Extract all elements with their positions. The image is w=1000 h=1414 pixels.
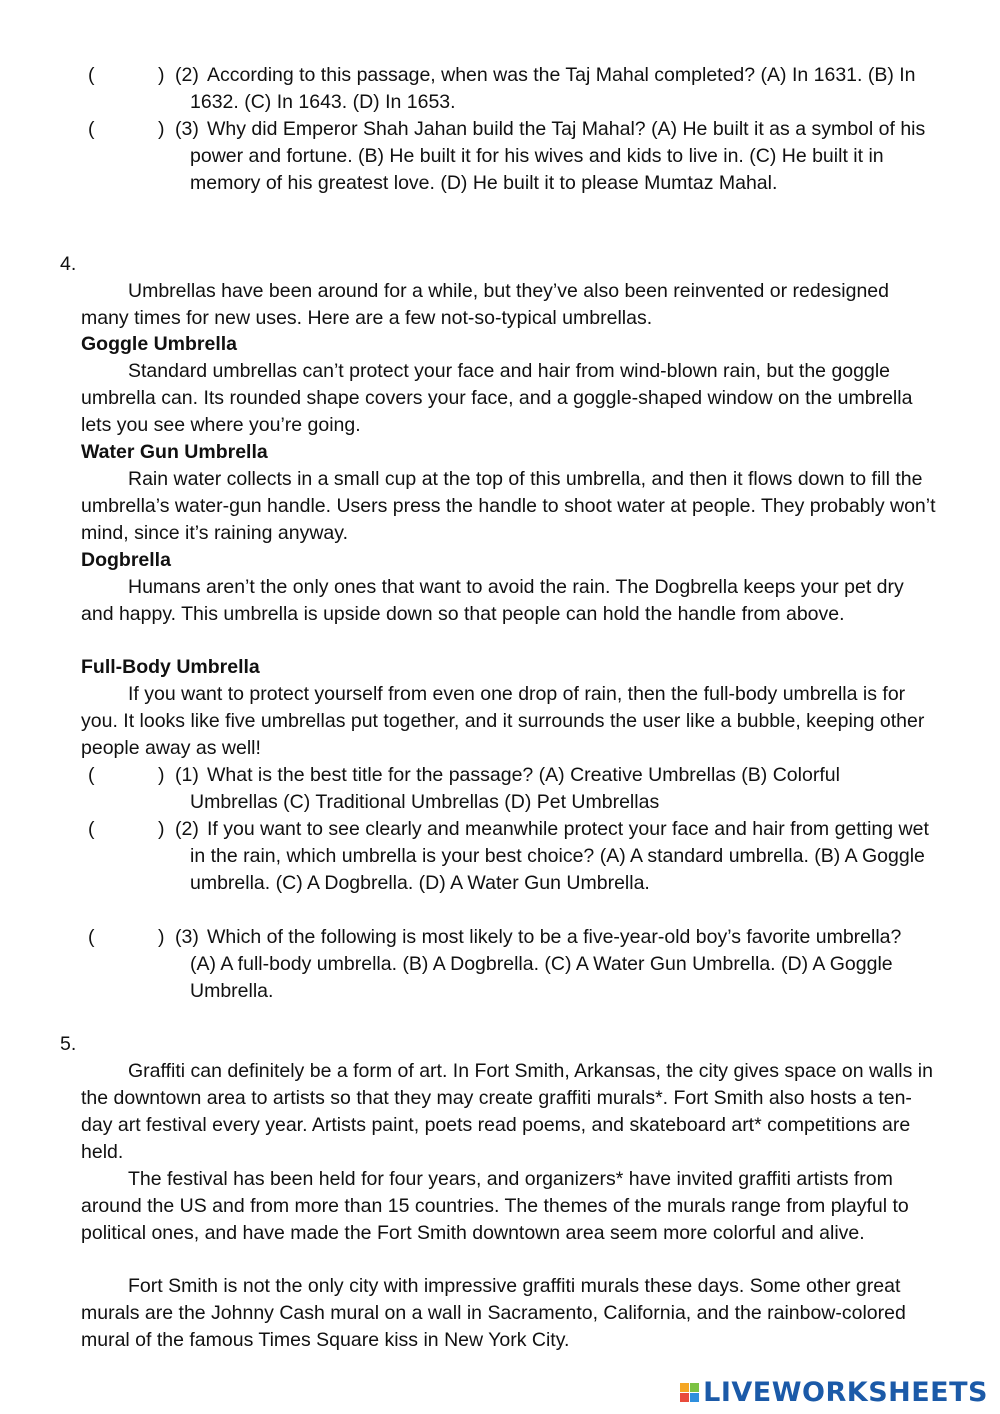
answer-box[interactable] (104, 762, 166, 788)
umbrella-description: Rain water collects in a small cup at the top of this umbrella, and then it flows down to fill the umbrella’s water-gun handle. Users press the handle to shoot water at people. They probably won’t mind, since it’s raining anyway. (81, 468, 936, 544)
passage-paragraph: Fort Smith is not the only city with impressive graffiti murals these days. Some other great murals are the Johnny Cash mural on a wall in Sacramento, California, and the rainbow-colored mural of the famous Times Square kiss in New York City. (81, 1275, 906, 1351)
question-number: (3) (175, 926, 199, 948)
answer-box[interactable] (104, 116, 166, 142)
question-body: According to this passage, when was the Taj Mahal completed? (A) In 1631. (B) In 1632. (C) In 1643. (D) In 1653. (190, 64, 916, 113)
question-text (175, 62, 930, 116)
answer-paren-close: ) (158, 926, 165, 948)
section-number: 4. (60, 253, 77, 275)
answer-paren-close: ) (158, 764, 165, 786)
question-body: If you want to see clearly and meanwhile protect your face and hair from getting wet in the rain, which umbrella is your best choice? (A) A standard umbrella. (B) A Goggle umbrella. (C) A Dogbrella. (D) A Water Gun Umbrella. (190, 818, 929, 894)
question-text (175, 762, 930, 816)
umbrella-heading: Goggle Umbrella (81, 333, 238, 355)
answer-paren-open: ( (88, 118, 95, 140)
question-number: (2) (175, 64, 199, 86)
answer-paren-open: ( (88, 926, 95, 948)
umbrella-heading: Dogbrella (81, 549, 171, 571)
answer-paren-close: ) (158, 118, 165, 140)
answer-paren-close: ) (158, 818, 165, 840)
umbrella-heading: Water Gun Umbrella (81, 441, 268, 463)
answer-paren-open: ( (88, 818, 95, 840)
liveworksheets-logo-icon (680, 1383, 699, 1402)
question-number: (2) (175, 818, 199, 840)
answer-box[interactable] (104, 816, 166, 842)
answer-paren-open: ( (88, 764, 95, 786)
question-body: What is the best title for the passage? (A) Creative Umbrellas (B) Colorful Umbrellas (C) Traditional Umbrellas (D) Pet Umbrellas (190, 764, 840, 813)
question-text (175, 924, 930, 1005)
answer-box[interactable] (104, 924, 166, 950)
passage-paragraph: The festival has been held for four years, and organizers* have invited graffiti artists from around the US and from more than 15 countries. The themes of the murals range from playful to political ones, and have made the Fort Smith downtown area seem more colorful and alive. (81, 1168, 909, 1244)
passage-intro: Umbrellas have been around for a while, but they’ve also been reinvented or redesigned many times for new uses. Here are a few not-so-typical umbrellas. (81, 280, 889, 329)
umbrella-description: If you want to protect yourself from even one drop of rain, then the full-body umbrella is for you. It looks like five umbrellas put together, and it surrounds the user like a bubble, keeping other people away as well! (81, 683, 925, 759)
liveworksheets-logo (680, 1379, 988, 1406)
question-number: (1) (175, 764, 199, 786)
umbrella-description: Standard umbrellas can’t protect your face and hair from wind-blown rain, but the goggle umbrella can. Its rounded shape covers your face, and a goggle-shaped window on the umbrella lets you see where you’re going. (81, 360, 913, 436)
passage-paragraph: Graffiti can definitely be a form of art. In Fort Smith, Arkansas, the city gives space on walls in the downtown area to artists so that they may create graffiti murals*. Fort Smith also hosts a ten-day art festival every year. Artists paint, poets read poems, and skateboard art* competitions are held. (81, 1060, 933, 1163)
section-number: 5. (60, 1033, 77, 1055)
answer-box[interactable] (104, 62, 166, 88)
umbrella-description: Humans aren’t the only ones that want to avoid the rain. The Dogbrella keeps your pet dry and happy. This umbrella is upside down so that people can hold the handle from above. (81, 576, 904, 625)
question-number: (3) (175, 118, 199, 140)
question-body: Which of the following is most likely to be a five-year-old boy’s favorite umbrella? (A) A full-body umbrella. (B) A Dogbrella. (C) A Water Gun Umbrella. (D) A Goggle Umbrella. (190, 926, 902, 1002)
umbrella-heading: Full-Body Umbrella (81, 656, 260, 678)
question-text (175, 816, 930, 897)
answer-paren-close: ) (158, 64, 165, 86)
question-text (175, 116, 930, 197)
question-body: Why did Emperor Shah Jahan build the Taj Mahal? (A) He built it as a symbol of his power and fortune. (B) He built it for his wives and kids to live in. (C) He built it in memory of his greatest love. (D) He built it to please Mumtaz Mahal. (190, 118, 926, 194)
logo-text: LIVEWORKSHEETS (703, 1377, 988, 1408)
answer-paren-open: ( (88, 64, 95, 86)
